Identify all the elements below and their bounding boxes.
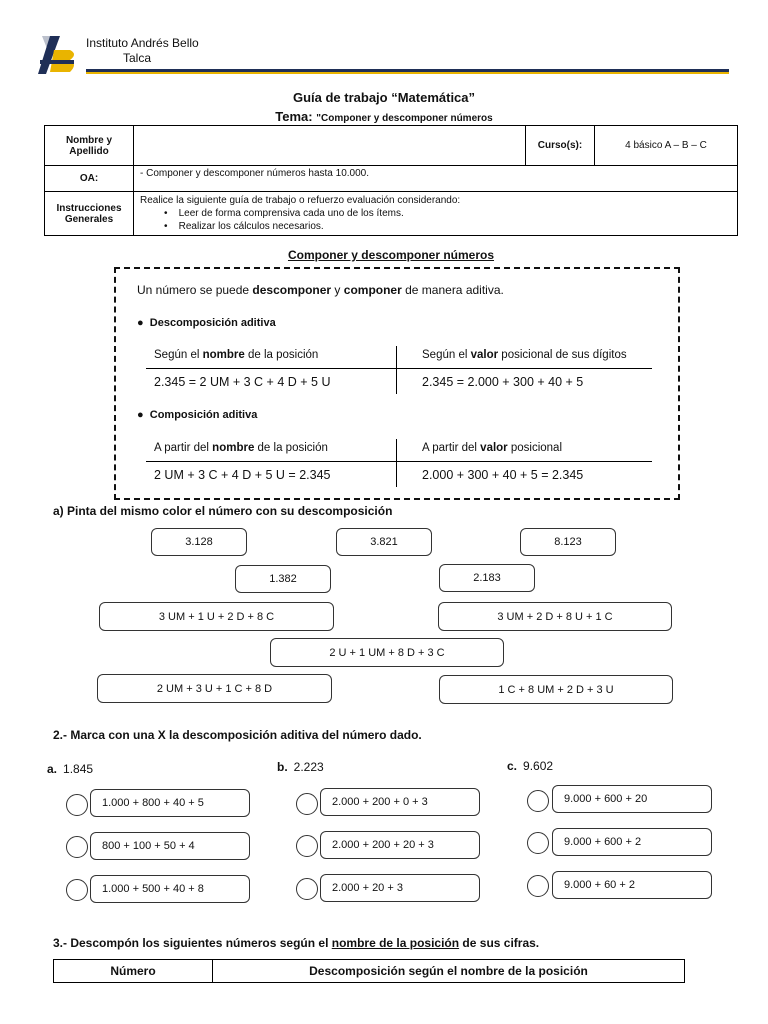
name-label: Nombre y Apellido	[45, 126, 134, 166]
institution-name	[86, 36, 199, 66]
instructions-intro: Realice la siguiente guía de trabajo o refuerzo evaluación considerando:	[140, 195, 461, 206]
group-b-label: b. 2.223	[277, 760, 324, 774]
instructions-item: • Realizar los cálculos necesarios.	[164, 221, 324, 232]
option-radio[interactable]	[527, 875, 549, 897]
option-box[interactable]: 2.000 + 20 + 3	[320, 874, 480, 902]
table-header-number: Número	[54, 960, 213, 983]
name-field[interactable]	[134, 126, 526, 166]
option-radio[interactable]	[66, 879, 88, 901]
option-radio[interactable]	[296, 793, 318, 815]
guide-title: Guía de trabajo “Matemática”	[292, 90, 476, 105]
option-box[interactable]: 9.000 + 600 + 2	[552, 828, 712, 856]
institution-title: Instituto Andrés Bello	[86, 36, 199, 50]
course-label: Curso(s):	[526, 126, 595, 166]
decomposition-card[interactable]: 1 C + 8 UM + 2 D + 3 U	[439, 675, 673, 704]
comp-col1-head: A partir del nombre de la posición	[154, 442, 328, 454]
number-card[interactable]: 2.183	[439, 564, 535, 592]
decomposition-table	[53, 959, 685, 983]
decomp-divider	[396, 346, 397, 394]
option-box[interactable]: 1.000 + 500 + 40 + 8	[90, 875, 250, 903]
option-box[interactable]: 9.000 + 60 + 2	[552, 871, 712, 899]
option-radio[interactable]	[527, 790, 549, 812]
section-3-title: 3.- Descompón los siguientes números según el nombre de la posición de sus cifras.	[53, 936, 540, 950]
option-radio[interactable]	[66, 794, 88, 816]
comp-col2-value: 2.000 + 300 + 40 + 5 = 2.345	[422, 468, 584, 482]
decomposition-card[interactable]: 2 UM + 3 U + 1 C + 8 D	[97, 674, 332, 703]
group-c-label: c. 9.602	[507, 759, 554, 773]
number-card[interactable]: 8.123	[520, 528, 616, 556]
section-a-title: a) Pinta del mismo color el número con su descomposición	[53, 504, 393, 518]
decomposition-card[interactable]: 3 UM + 1 U + 2 D + 8 C	[99, 602, 334, 631]
number-card[interactable]: 3.128	[151, 528, 247, 556]
comp-rule	[146, 461, 652, 462]
comp-col2-head: A partir del valor posicional	[422, 442, 563, 454]
student-info-table	[44, 125, 738, 236]
oa-value: - Componer y descomponer números hasta 10.000.	[134, 166, 738, 192]
comp-divider	[396, 439, 397, 487]
guide-topic	[0, 109, 768, 124]
instructions-cell	[134, 192, 738, 236]
decomposition-card[interactable]: 3 UM + 2 D + 8 U + 1 C	[438, 602, 672, 631]
course-value: 4 básico A – B – C	[595, 126, 738, 166]
option-box[interactable]: 800 + 100 + 50 + 4	[90, 832, 250, 860]
option-box[interactable]: 2.000 + 200 + 0 + 3	[320, 788, 480, 816]
option-radio[interactable]	[296, 878, 318, 900]
instructions-item: • Leer de forma comprensiva cada uno de los ítems.	[164, 208, 404, 219]
concept-section-title: Componer y descomponer números	[287, 248, 495, 262]
number-card[interactable]: 3.821	[336, 528, 432, 556]
concept-intro: Un número se puede descomponer y componer de manera aditiva.	[137, 283, 504, 297]
decomp-col2-value: 2.345 = 2.000 + 300 + 40 + 5	[422, 375, 584, 389]
option-box[interactable]: 2.000 + 200 + 20 + 3	[320, 831, 480, 859]
decomp-col1-head: Según el nombre de la posición	[154, 349, 319, 361]
composition-heading: ● Composición aditiva	[137, 409, 258, 421]
group-a-label: a. 1.845	[47, 762, 94, 776]
option-radio[interactable]	[296, 835, 318, 857]
school-logo	[36, 30, 80, 78]
option-radio[interactable]	[527, 832, 549, 854]
decomp-col1-value: 2.345 = 2 UM + 3 C + 4 D + 5 U	[154, 375, 331, 389]
option-box[interactable]: 9.000 + 600 + 20	[552, 785, 712, 813]
number-card[interactable]: 1.382	[235, 565, 331, 593]
decomp-rule	[146, 368, 652, 369]
comp-col1-value: 2 UM + 3 C + 4 D + 5 U = 2.345	[154, 468, 331, 482]
topic-value: "Componer y descomponer números	[316, 113, 493, 124]
header-rule-gold	[86, 72, 729, 74]
table-header-decomposition: Descomposición según el nombre de la posición	[213, 960, 685, 983]
decomposition-heading: ● Descomposición aditiva	[137, 317, 276, 329]
section-2-title: 2.- Marca con una X la descomposición aditiva del número dado.	[53, 728, 422, 742]
instructions-label: Instrucciones Generales	[45, 192, 134, 236]
decomposition-card[interactable]: 2 U + 1 UM + 8 D + 3 C	[270, 638, 504, 667]
option-box[interactable]: 1.000 + 800 + 40 + 5	[90, 789, 250, 817]
institution-city: Talca	[123, 51, 152, 65]
option-radio[interactable]	[66, 836, 88, 858]
decomp-col2-head: Según el valor posicional de sus dígitos	[422, 349, 627, 361]
oa-label: OA:	[45, 166, 134, 192]
topic-label: Tema:	[275, 109, 313, 124]
